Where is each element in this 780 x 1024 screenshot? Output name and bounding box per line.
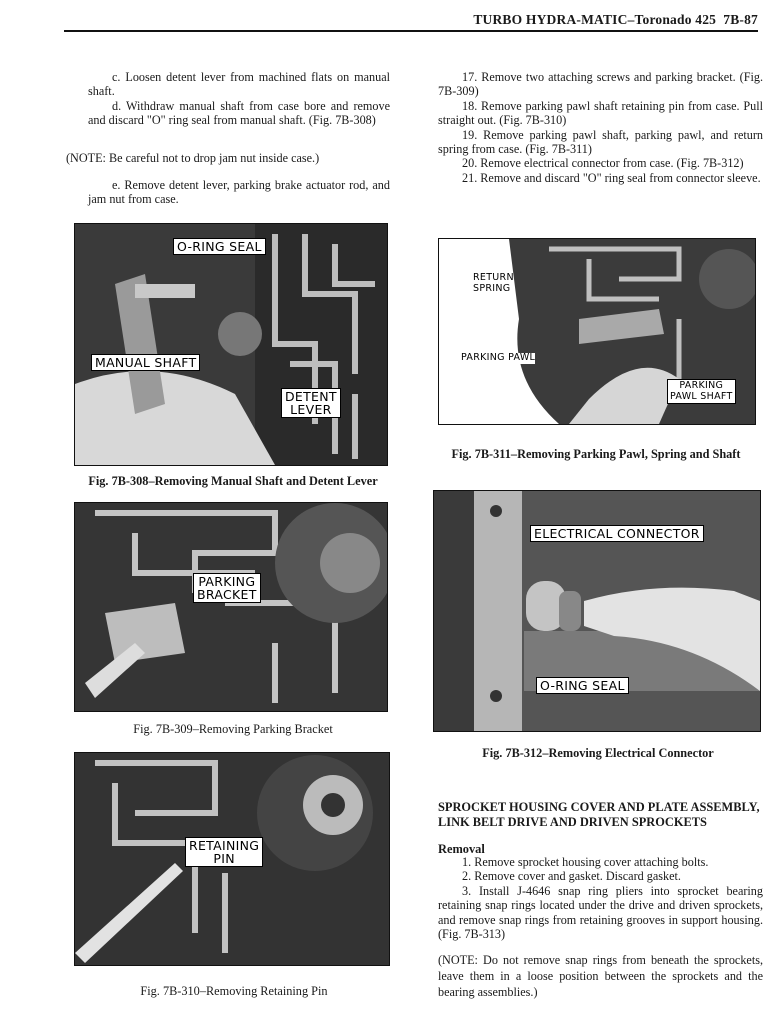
figure-311-photo — [438, 238, 756, 425]
figure-308-image — [75, 224, 387, 465]
section-heading: SPROCKET HOUSING COVER AND PLATE ASSEMBLY, LINK BELT DRIVE AND DRIVEN SPROCKETS — [438, 800, 760, 829]
removal-heading: Removal — [438, 842, 485, 856]
header-rule — [64, 30, 758, 32]
sprocket-step-1: 1. Remove sprocket housing cover attaching bolts. — [462, 855, 709, 869]
right-text — [438, 70, 763, 185]
step-17: 17. Remove two attaching screws and parking bracket. (Fig. 7B-309) — [438, 70, 763, 99]
label-return-spring: RETURN SPRING — [473, 272, 514, 294]
label-electrical-connector: ELECTRICAL CONNECTOR — [530, 525, 704, 542]
label-parking-pawl-shaft: PARKING PAWL SHAFT — [667, 379, 736, 404]
left-text — [88, 70, 390, 128]
header-title: TURBO HYDRA-MATIC–Toronado 425 — [473, 12, 717, 27]
label-oring-seal-312: O-RING SEAL — [536, 677, 629, 694]
left-note — [66, 151, 396, 165]
sprocket-step-2: 2. Remove cover and gasket. Discard gasket. — [462, 869, 681, 884]
figure-308-photo — [74, 223, 388, 466]
figure-309-photo — [74, 502, 388, 712]
figure-310-photo — [74, 752, 390, 966]
label-detent-lever: DETENT LEVER — [281, 388, 341, 418]
sprocket-step-3: 3. Install J-4646 snap ring pliers into sprocket bearing retaining snap rings located under the drive and driven sprockets, and remove snap rings from retaining grooves in support housing. (Fig. 7B-313) — [438, 883, 763, 942]
page-number: 7B-87 — [723, 12, 758, 27]
sprocket-steps — [438, 855, 763, 1000]
figure-312-photo — [433, 490, 761, 732]
sprocket-note: (NOTE: Do not remove snap rings from beneath the sprockets, leave them in a loose position between the sprockets and the bearing assemblies.) — [438, 953, 763, 1000]
label-manual-shaft: MANUAL SHAFT — [91, 354, 200, 371]
label-retaining-pin: RETAINING PIN — [185, 837, 263, 867]
figure-309-image — [75, 503, 387, 711]
page-header — [473, 12, 758, 28]
step-20: 20. Remove electrical connector from case. (Fig. 7B-312) — [462, 156, 744, 171]
step-18: 18. Remove parking pawl shaft retaining pin from case. Pull straight out. (Fig. 7B-310) — [438, 98, 763, 128]
label-parking-bracket: PARKING BRACKET — [193, 573, 261, 603]
caption-308: Fig. 7B-308–Removing Manual Shaft and Detent Lever — [88, 474, 378, 488]
caption-309: Fig. 7B-309–Removing Parking Bracket — [133, 722, 333, 736]
note-jam-nut: (NOTE: Be careful not to drop jam nut inside case.) — [66, 151, 320, 165]
step-e: e. Remove detent lever, parking brake actuator rod, and jam nut from case. — [88, 178, 390, 207]
step-19: 19. Remove parking pawl shaft, parking pawl, and return spring from case. (Fig. 7B-311) — [438, 127, 763, 157]
caption-310: Fig. 7B-310–Removing Retaining Pin — [140, 984, 328, 998]
step-21: 21. Remove and discard "O" ring seal from connector sleeve. — [462, 170, 761, 185]
caption-312: Fig. 7B-312–Removing Electrical Connector — [482, 746, 714, 760]
label-oring-seal-308: O-RING SEAL — [173, 238, 266, 255]
label-parking-pawl: PARKING PAWL — [461, 352, 536, 363]
step-c: c. Loosen detent lever from machined flats on manual shaft. — [88, 70, 390, 99]
step-d: d. Withdraw manual shaft from case bore and remove and discard "O" ring seal from manual shaft. (Fig. 7B-308) — [88, 98, 390, 128]
caption-311: Fig. 7B-311–Removing Parking Pawl, Spring and Shaft — [451, 447, 741, 461]
left-text-e — [88, 178, 390, 207]
